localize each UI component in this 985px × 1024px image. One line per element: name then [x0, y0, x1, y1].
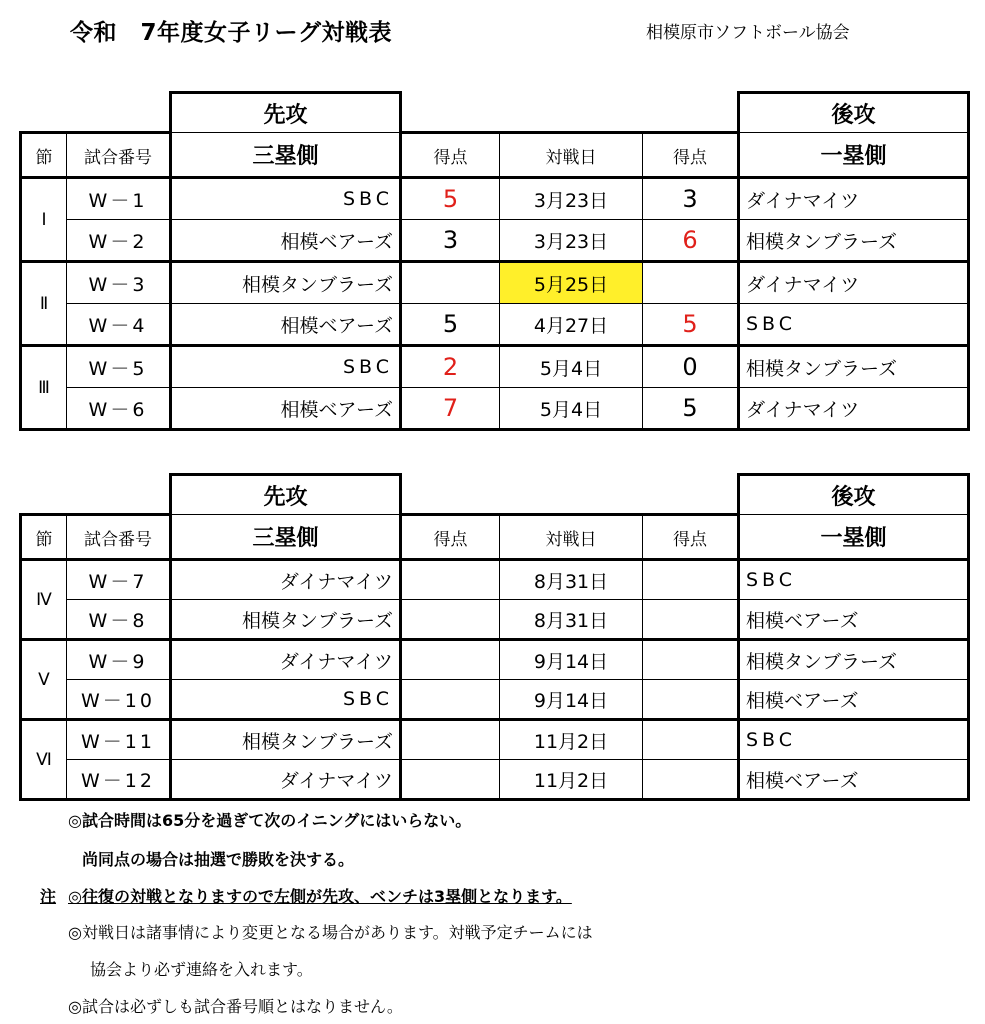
- table-row: [21, 178, 969, 220]
- away-team-cell: SBC: [739, 720, 969, 760]
- match-date-cell: 4月27日: [500, 304, 643, 346]
- home-score-cell: 5: [401, 304, 500, 346]
- home-score-cell: 7: [401, 388, 500, 430]
- away-score-cell: [643, 720, 739, 760]
- note-home-away: ◎往復の対戦となりますので左側が先攻、ベンチは3塁側となります。: [68, 887, 572, 906]
- home-score-cell: 2: [401, 346, 500, 388]
- schedule-table-1: [19, 91, 970, 431]
- third-base-side-header: 三塁側: [171, 515, 401, 560]
- match-date-cell: 8月31日: [500, 600, 643, 640]
- away-team-cell: ダイナマイツ: [739, 178, 969, 220]
- match-date-cell: 8月31日: [500, 560, 643, 600]
- match-date-cell: 9月14日: [500, 680, 643, 720]
- second-attack-header: 後攻: [739, 93, 969, 133]
- game-number-cell: W－9: [67, 640, 171, 680]
- third-base-side-header: 三塁側: [171, 133, 401, 178]
- game-number-cell: W－10: [67, 680, 171, 720]
- match-date-header: 対戦日: [500, 515, 643, 560]
- match-date-cell: 11月2日: [500, 720, 643, 760]
- home-team-cell: ダイナマイツ: [171, 560, 401, 600]
- table-row: [21, 640, 969, 680]
- home-score-cell: [401, 640, 500, 680]
- section-header: 節: [21, 133, 67, 178]
- away-score-cell: [643, 640, 739, 680]
- away-team-cell: 相模タンブラーズ: [739, 220, 969, 262]
- home-score-cell: [401, 760, 500, 800]
- section-cell: Ⅳ: [21, 560, 67, 640]
- table-row: [21, 720, 969, 760]
- home-score-cell: [401, 680, 500, 720]
- game-number-header: 試合番号: [67, 133, 171, 178]
- table-row: [21, 760, 969, 800]
- match-date-cell: 5月25日: [500, 262, 643, 304]
- first-attack-header: 先攻: [171, 475, 401, 515]
- table-row: [21, 346, 969, 388]
- table-row: [21, 388, 969, 430]
- away-score-cell: 5: [643, 388, 739, 430]
- home-team-cell: 相模タンブラーズ: [171, 262, 401, 304]
- section-header: 節: [21, 515, 67, 560]
- table-row: [21, 220, 969, 262]
- match-date-cell: 5月4日: [500, 388, 643, 430]
- home-score-cell: 3: [401, 220, 500, 262]
- section-cell: Ⅰ: [21, 178, 67, 262]
- away-score-cell: 3: [643, 178, 739, 220]
- home-score-cell: [401, 560, 500, 600]
- second-attack-header: 後攻: [739, 475, 969, 515]
- away-score-cell: 0: [643, 346, 739, 388]
- game-number-cell: W－12: [67, 760, 171, 800]
- first-attack-header: 先攻: [171, 93, 401, 133]
- table-row: [21, 600, 969, 640]
- note-tie-rule: 尚同点の場合は抽選で勝敗を決する。: [82, 850, 355, 869]
- section-cell: Ⅱ: [21, 262, 67, 346]
- home-team-cell: SBC: [171, 680, 401, 720]
- game-number-cell: W－1: [67, 178, 171, 220]
- game-number-header: 試合番号: [67, 515, 171, 560]
- home-team-cell: 相模タンブラーズ: [171, 720, 401, 760]
- note-contact: 協会より必ず連絡を入れます。: [90, 960, 313, 979]
- game-number-cell: W－7: [67, 560, 171, 600]
- game-number-cell: W－5: [67, 346, 171, 388]
- table-row: [21, 262, 969, 304]
- table-row: [21, 680, 969, 720]
- home-score-header: 得点: [401, 133, 500, 178]
- organization-name: 相模原市ソフトボール協会: [646, 23, 850, 43]
- note-order: ◎試合は必ずしも試合番号順とはなりません。: [68, 997, 403, 1016]
- away-score-cell: [643, 262, 739, 304]
- home-score-cell: [401, 262, 500, 304]
- match-date-cell: 3月23日: [500, 178, 643, 220]
- away-team-cell: 相模ベアーズ: [739, 680, 969, 720]
- away-team-cell: SBC: [739, 560, 969, 600]
- page-title: 令和 7年度女子リーグ対戦表: [70, 20, 393, 46]
- away-score-cell: [643, 760, 739, 800]
- away-team-cell: 相模タンブラーズ: [739, 640, 969, 680]
- home-score-cell: [401, 720, 500, 760]
- game-number-cell: W－3: [67, 262, 171, 304]
- section-cell: Ⅵ: [21, 720, 67, 800]
- match-date-cell: 11月2日: [500, 760, 643, 800]
- away-score-header: 得点: [643, 133, 739, 178]
- game-number-cell: W－4: [67, 304, 171, 346]
- home-team-cell: 相模ベアーズ: [171, 220, 401, 262]
- away-score-cell: [643, 680, 739, 720]
- first-base-side-header: 一塁側: [739, 133, 969, 178]
- away-score-cell: [643, 560, 739, 600]
- home-team-cell: 相模タンブラーズ: [171, 600, 401, 640]
- away-team-cell: ダイナマイツ: [739, 262, 969, 304]
- home-team-cell: SBC: [171, 346, 401, 388]
- home-score-cell: 5: [401, 178, 500, 220]
- home-team-cell: ダイナマイツ: [171, 640, 401, 680]
- home-team-cell: 相模ベアーズ: [171, 388, 401, 430]
- away-team-cell: 相模タンブラーズ: [739, 346, 969, 388]
- away-team-cell: SBC: [739, 304, 969, 346]
- schedule-table-2: [19, 473, 970, 801]
- away-score-header: 得点: [643, 515, 739, 560]
- home-score-header: 得点: [401, 515, 500, 560]
- note-mark: 注: [40, 887, 57, 906]
- home-team-cell: 相模ベアーズ: [171, 304, 401, 346]
- home-team-cell: ダイナマイツ: [171, 760, 401, 800]
- table-row: [21, 560, 969, 600]
- away-team-cell: 相模ベアーズ: [739, 600, 969, 640]
- game-number-cell: W－11: [67, 720, 171, 760]
- section-cell: Ⅲ: [21, 346, 67, 430]
- match-date-cell: 3月23日: [500, 220, 643, 262]
- away-team-cell: ダイナマイツ: [739, 388, 969, 430]
- match-date-header: 対戦日: [500, 133, 643, 178]
- game-number-cell: W－8: [67, 600, 171, 640]
- away-score-cell: [643, 600, 739, 640]
- section-cell: Ⅴ: [21, 640, 67, 720]
- note-game-time: ◎試合時間は65分を過ぎて次のイニングにはいらない。: [68, 811, 472, 830]
- away-score-cell: 6: [643, 220, 739, 262]
- match-date-cell: 5月4日: [500, 346, 643, 388]
- first-base-side-header: 一塁側: [739, 515, 969, 560]
- away-team-cell: 相模ベアーズ: [739, 760, 969, 800]
- away-score-cell: 5: [643, 304, 739, 346]
- note-date-change: ◎対戦日は諸事情により変更となる場合があります。対戦予定チームには: [68, 923, 593, 942]
- home-score-cell: [401, 600, 500, 640]
- game-number-cell: W－2: [67, 220, 171, 262]
- match-date-cell: 9月14日: [500, 640, 643, 680]
- home-team-cell: SBC: [171, 178, 401, 220]
- table-row: [21, 304, 969, 346]
- game-number-cell: W－6: [67, 388, 171, 430]
